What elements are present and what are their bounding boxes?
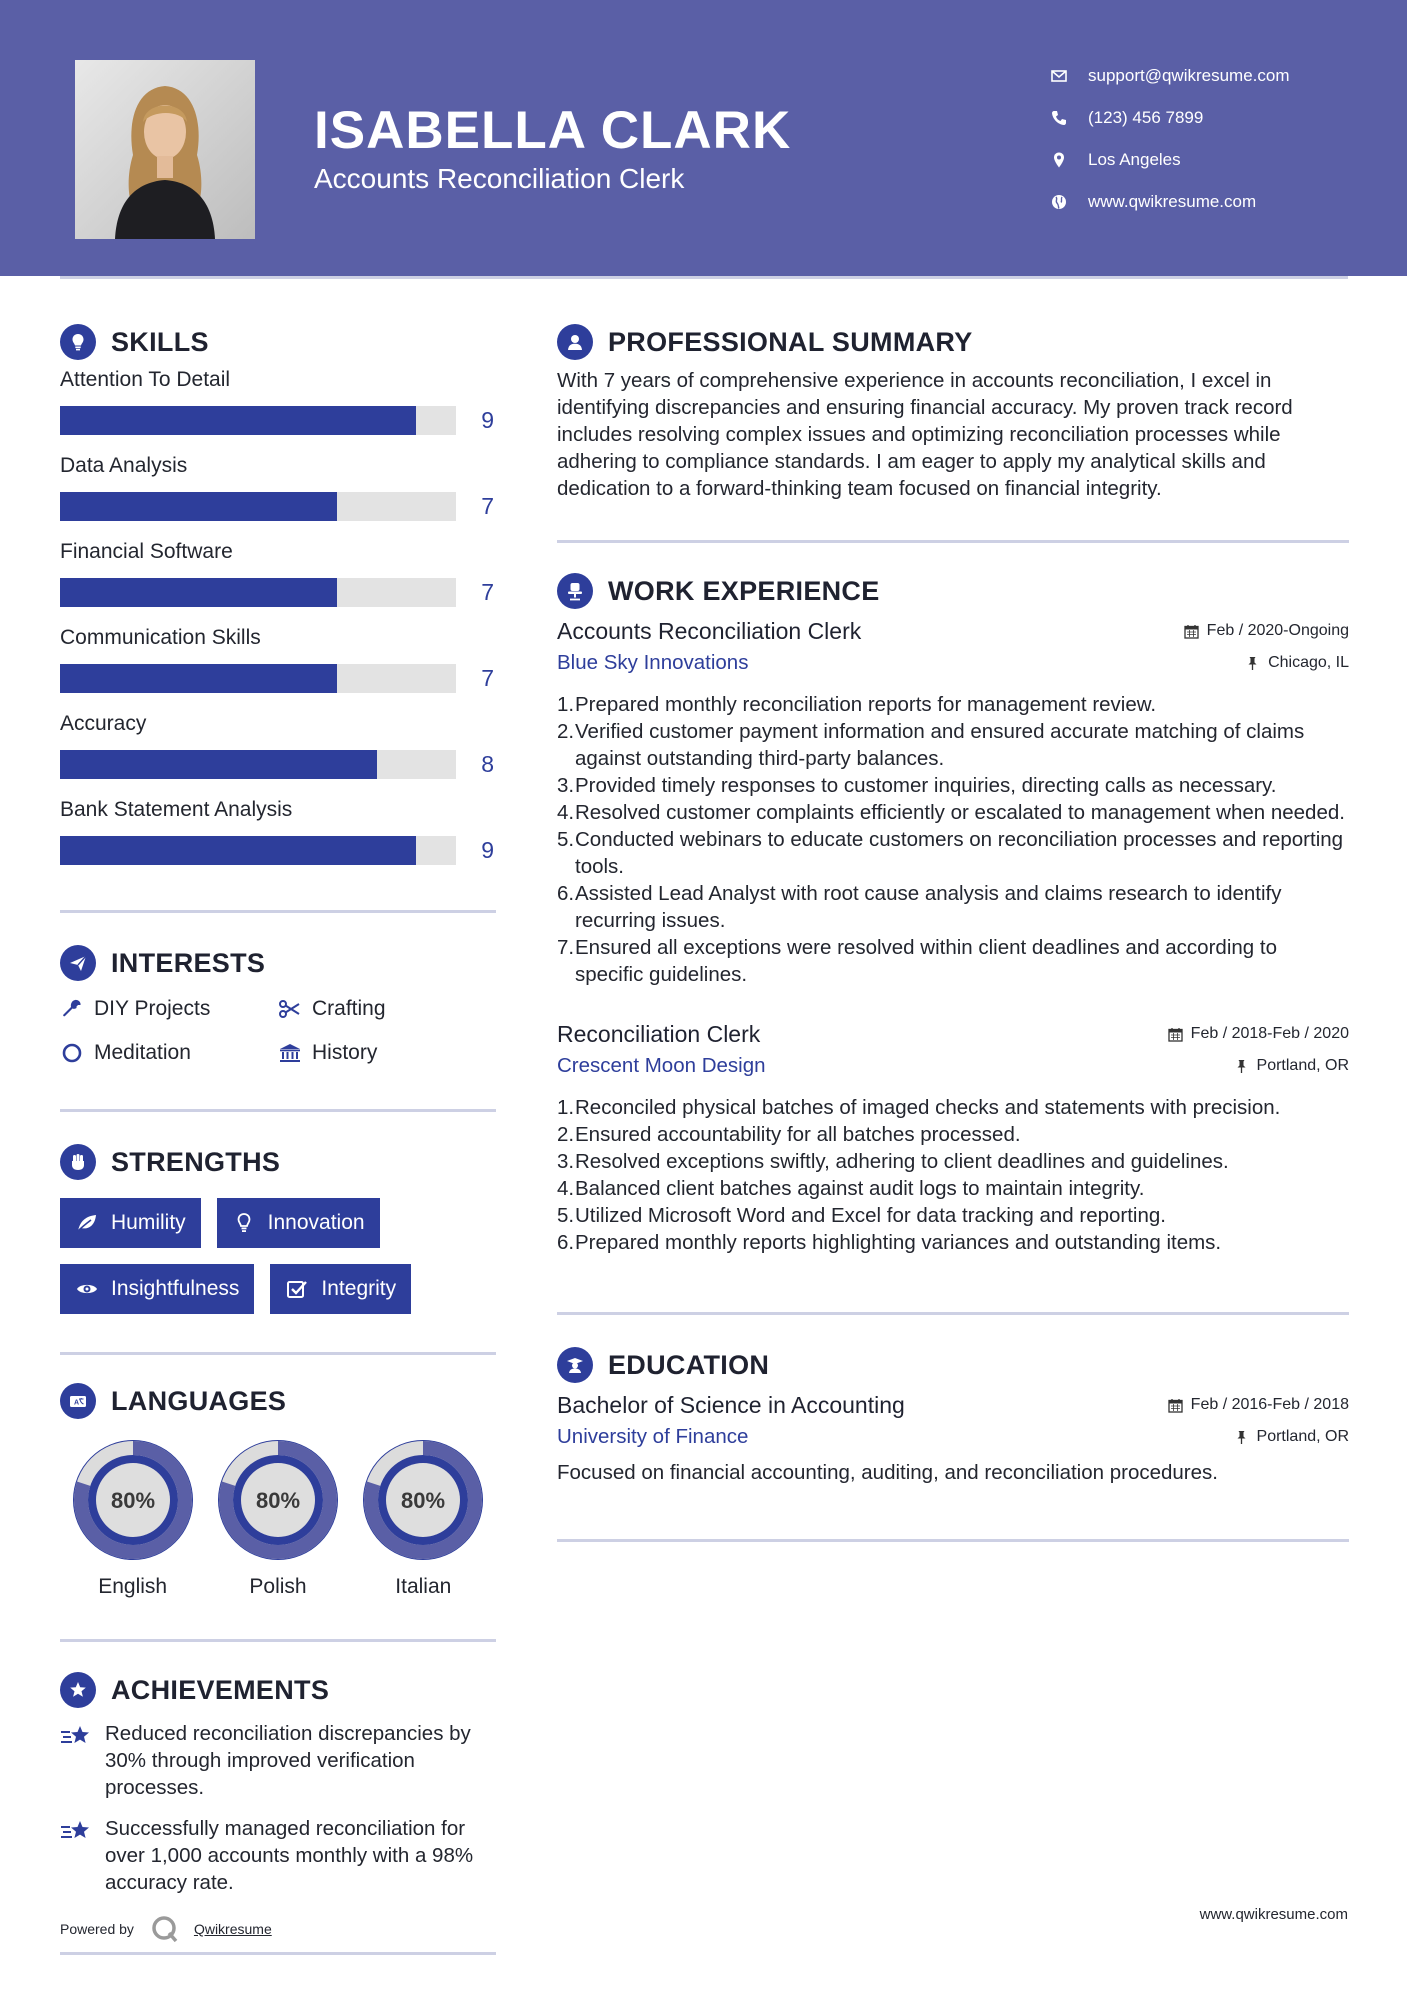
language-item: [60, 1439, 205, 1599]
job-dates: [1168, 1025, 1349, 1043]
duty-item: 6. Assisted Lead Analyst with root cause analysis and claims research to identify recurring issues.: [557, 880, 1349, 934]
languages-list: [60, 1439, 496, 1599]
section-divider: [557, 1539, 1349, 1542]
job-entry: [557, 615, 1349, 988]
section-divider: [557, 1312, 1349, 1315]
skill-item: [60, 540, 496, 618]
achievement-text: Reduced reconciliation discrepancies by 30% through improved verification processes.: [105, 1722, 471, 1799]
skill-level: 9: [481, 836, 494, 863]
shooting-star-icon: [60, 1722, 94, 1752]
calendar-icon: [1168, 1398, 1183, 1413]
skill-level: 8: [481, 750, 494, 777]
left-column: [60, 322, 496, 1955]
strengths-heading: [60, 1142, 496, 1182]
duty-text: Resolved exceptions swiftly, adhering to client deadlines and guidelines.: [575, 1150, 1229, 1173]
section-divider: [60, 910, 496, 913]
strength-badge: [60, 1264, 254, 1314]
job-title: Accounts Reconciliation Clerk: [557, 617, 862, 644]
duty-text: Resolved customer complaints efficiently or escalated to management when needed.: [575, 801, 1345, 824]
skill-item: [60, 712, 496, 790]
interests-title: INTERESTS: [111, 947, 266, 978]
contact-email-text: support@qwikresume.com: [1088, 66, 1290, 85]
skill-label: Data Analysis: [60, 454, 188, 477]
skills-title: SKILLS: [111, 326, 209, 357]
summary-title: PROFESSIONAL SUMMARY: [608, 326, 973, 357]
company-name: Crescent Moon Design: [557, 1054, 766, 1077]
contact-location-text: Los Angeles: [1088, 150, 1181, 169]
svg-text:A: A: [74, 1399, 80, 1407]
language-label: English: [98, 1575, 168, 1598]
contact-phone-text: (123) 456 7899: [1088, 108, 1204, 127]
duties-list: [557, 1094, 1349, 1256]
user-icon: [557, 324, 593, 360]
education-dates: [1168, 1396, 1349, 1414]
skill-label: Financial Software: [60, 540, 233, 563]
circle-icon: [60, 1041, 84, 1065]
map-pin-icon: [1050, 151, 1068, 169]
language-item: [205, 1439, 350, 1599]
duty-item: 6. Prepared monthly reports highlighting variances and outstanding items.: [557, 1231, 1222, 1254]
section-divider: [60, 1352, 496, 1355]
languages-heading: [60, 1381, 496, 1421]
languages-title: LANGUAGES: [111, 1385, 287, 1416]
job-location: [1245, 654, 1349, 672]
education-title: EDUCATION: [608, 1349, 770, 1380]
interests-heading: [60, 943, 496, 983]
job-dates-text: Feb / 2018-Feb / 2020: [1190, 1025, 1349, 1042]
interest-label: History: [312, 1041, 378, 1064]
duty-item: 7. Ensured all exceptions were resolved within client deadlines and according to specific guidelines.: [557, 934, 1349, 988]
shooting-star-icon: [60, 1817, 94, 1847]
eye-icon: [75, 1277, 99, 1301]
contact-website[interactable]: [1050, 181, 1390, 223]
job-location-text: Chicago, IL: [1268, 654, 1349, 671]
checkbox-icon: [285, 1277, 309, 1301]
duty-item: 2. Verified customer payment information and ensured accurate matching of claims against outstanding third-party balances.: [557, 718, 1349, 772]
skill-item: [60, 626, 496, 704]
skill-level: 7: [481, 664, 494, 691]
lightbulb-icon: [60, 324, 96, 360]
skill-bar-fill: [60, 836, 416, 865]
duty-item: 1. Reconciled physical batches of imaged checks and statements with precision.: [557, 1096, 1281, 1119]
right-column: [557, 322, 1349, 1542]
duty-text: Reconciled physical batches of imaged checks and statements with precision.: [575, 1096, 1281, 1119]
degree-title: Bachelor of Science in Accounting: [557, 1391, 905, 1418]
skill-label: Accuracy: [60, 712, 147, 735]
skill-level: 7: [481, 578, 494, 605]
education-heading: [557, 1345, 1349, 1385]
interest-label: Meditation: [94, 1041, 191, 1064]
strengths-list: [60, 1198, 496, 1314]
language-percent: 80%: [401, 1488, 446, 1513]
strength-label: Insightfulness: [111, 1277, 240, 1300]
duty-item: 3. Resolved exceptions swiftly, adhering to client deadlines and guidelines.: [557, 1150, 1229, 1173]
skill-bar: [60, 836, 456, 865]
duty-text: Prepared monthly reports highlighting variances and outstanding items.: [575, 1231, 1222, 1254]
interest-item: [60, 1039, 278, 1067]
footer-divider: [60, 1952, 496, 1955]
duty-text: Ensured all exceptions were resolved within client deadlines and according to specific guidelines.: [575, 936, 1277, 986]
school-name: University of Finance: [557, 1425, 749, 1448]
skill-bar-fill: [60, 664, 337, 693]
education-dates-text: Feb / 2016-Feb / 2018: [1190, 1396, 1349, 1413]
job-dates-text: Feb / 2020-Ongoing: [1206, 622, 1349, 639]
star-badge-icon: [60, 1672, 96, 1708]
pushpin-icon: [1245, 656, 1260, 671]
interests-list: [60, 995, 496, 1067]
language-item: [351, 1439, 496, 1599]
footer-website[interactable]: www.qwikresume.com: [1199, 1906, 1348, 1923]
section-divider: [60, 1109, 496, 1112]
interest-item: [278, 1039, 496, 1067]
skill-bar-fill: [60, 750, 377, 779]
skill-bar: [60, 406, 456, 435]
interest-item: [60, 995, 278, 1023]
strength-label: Integrity: [321, 1277, 397, 1300]
qwikresume-logo-icon: [150, 1914, 180, 1944]
language-percent: 80%: [255, 1488, 301, 1513]
experience-heading: [557, 571, 1349, 611]
skill-label: Bank Statement Analysis: [60, 798, 293, 821]
language-label: Polish: [249, 1575, 307, 1598]
skills-list: [60, 368, 496, 876]
pushpin-icon: [1234, 1430, 1249, 1445]
skill-item: [60, 454, 496, 532]
achievement-item: [60, 1720, 496, 1801]
achievements-title: ACHIEVEMENTS: [111, 1674, 330, 1705]
duty-text: Balanced client batches against audit logs to maintain integrity.: [575, 1177, 1145, 1200]
skill-label: Attention To Detail: [60, 368, 231, 391]
contact-phone[interactable]: [1050, 97, 1390, 139]
envelope-icon: [1050, 67, 1068, 85]
education-location: [1234, 1428, 1349, 1446]
achievement-item: [60, 1815, 496, 1896]
skills-heading: [60, 322, 496, 362]
skill-bar-fill: [60, 406, 416, 435]
powered-by: [60, 1914, 496, 1944]
skill-bar-fill: [60, 492, 337, 521]
duty-text: Prepared monthly reconciliation reports for management review.: [575, 693, 1157, 716]
contact-location: [1050, 139, 1390, 181]
strengths-title: STRENGTHS: [111, 1146, 281, 1177]
duty-text: Ensured accountability for all batches processed.: [575, 1123, 1021, 1146]
calendar-icon: [1168, 1027, 1183, 1042]
globe-icon: [1050, 193, 1068, 211]
paper-plane-icon: [60, 945, 96, 981]
skill-item: [60, 798, 496, 876]
language-percent: 80%: [110, 1488, 155, 1513]
scissors-icon: [278, 997, 302, 1021]
skill-item: [60, 368, 496, 446]
graduate-icon: [557, 1347, 593, 1383]
duty-item: 3. Provided timely responses to customer inquiries, directing calls as necessary.: [557, 774, 1277, 797]
duty-text: Utilized Microsoft Word and Excel for data tracking and reporting.: [575, 1204, 1166, 1227]
job-location-text: Portland, OR: [1256, 1057, 1349, 1074]
duty-text: Provided timely responses to customer inquiries, directing calls as necessary.: [575, 774, 1277, 797]
leaf-icon: [75, 1211, 99, 1235]
wrench-icon: [60, 997, 84, 1021]
skill-bar: [60, 750, 456, 779]
skill-bar-fill: [60, 578, 337, 607]
strength-badge: [270, 1264, 411, 1314]
strength-badge: [60, 1198, 201, 1248]
fist-icon: [60, 1144, 96, 1180]
language-icon: [60, 1383, 96, 1419]
education-description: Focused on financial accounting, auditing, and reconciliation procedures.: [557, 1461, 1218, 1484]
profile-photo: [75, 60, 255, 239]
duty-item: 1. Prepared monthly reconciliation reports for management review.: [557, 693, 1157, 716]
section-divider: [60, 1639, 496, 1642]
office-chair-icon: [557, 573, 593, 609]
duty-text: Assisted Lead Analyst with root cause analysis and claims research to identify recurring issues.: [575, 882, 1282, 932]
skill-bar: [60, 664, 456, 693]
interest-item: [278, 995, 496, 1023]
language-ring: [362, 1439, 484, 1561]
qwikresume-link[interactable]: Qwikresume: [193, 1921, 272, 1937]
pushpin-icon: [1234, 1059, 1249, 1074]
skill-level: 9: [481, 406, 494, 433]
powered-by-label: Powered by: [60, 1921, 134, 1937]
job-title: Reconciliation Clerk: [557, 1020, 761, 1047]
strength-label: Humility: [111, 1211, 186, 1234]
language-ring: [217, 1439, 339, 1561]
experience-title: WORK EXPERIENCE: [608, 575, 880, 606]
interest-label: Crafting: [312, 997, 386, 1020]
interest-label: DIY Projects: [94, 997, 211, 1020]
language-label: Italian: [395, 1575, 452, 1598]
resume-header: [0, 0, 1407, 276]
duty-item: 5. Utilized Microsoft Word and Excel for data tracking and reporting.: [557, 1204, 1166, 1227]
duty-item: 4. Balanced client batches against audit logs to maintain integrity.: [557, 1177, 1145, 1200]
job-dates: [1184, 622, 1349, 640]
education-entry: [557, 1389, 1349, 1485]
contact-info: [1050, 55, 1390, 223]
summary-heading: [557, 322, 1349, 362]
candidate-title: Accounts Reconciliation Clerk: [314, 163, 685, 194]
duties-list: [557, 691, 1349, 988]
skill-bar: [60, 492, 456, 521]
skill-label: Communication Skills: [60, 626, 261, 649]
duty-text: Verified customer payment information and ensured accurate matching of claims against outstanding third-party balances.: [575, 720, 1305, 770]
museum-icon: [278, 1041, 302, 1065]
skill-level: 7: [481, 492, 494, 519]
header-divider: [60, 276, 1348, 279]
achievements-list: [60, 1720, 496, 1896]
achievement-text: Successfully managed reconciliation for over 1,000 accounts monthly with a 98% accuracy rate.: [105, 1817, 474, 1894]
strength-badge: [217, 1198, 380, 1248]
company-name: Blue Sky Innovations: [557, 651, 749, 674]
duty-text: Conducted webinars to educate customers on reconciliation processes and reporting tools.: [575, 828, 1344, 878]
contact-email[interactable]: [1050, 55, 1390, 97]
education-location-text: Portland, OR: [1256, 1428, 1349, 1445]
lightbulb-icon: [232, 1211, 256, 1235]
achievements-heading: [60, 1670, 496, 1710]
job-entry: [557, 1018, 1349, 1256]
duty-item: 4. Resolved customer complaints efficiently or escalated to management when needed.: [557, 801, 1345, 824]
skill-bar: [60, 578, 456, 607]
candidate-name: ISABELLA CLARK: [314, 101, 792, 160]
job-location: [1234, 1057, 1349, 1075]
calendar-icon: [1184, 624, 1199, 639]
strength-label: Innovation: [267, 1211, 365, 1234]
contact-website-text: www.qwikresume.com: [1088, 192, 1257, 211]
language-ring: [72, 1439, 194, 1561]
summary-text: With 7 years of comprehensive experience in accounts reconciliation, I excel in identifying discrepancies and ensuring financial accuracy. My proven track record includes resolving complex issues and optimizing reconciliation processes while adhering to compliance standards. I am eager to apply my analytical skills and dedication to a forward-thinking team focused on financial integrity.: [557, 369, 1293, 500]
duty-item: 5. Conducted webinars to educate customers on reconciliation processes and reporting tools.: [557, 826, 1349, 880]
section-divider: [557, 540, 1349, 543]
phone-icon: [1050, 109, 1068, 127]
duty-item: 2. Ensured accountability for all batches processed.: [557, 1123, 1021, 1146]
